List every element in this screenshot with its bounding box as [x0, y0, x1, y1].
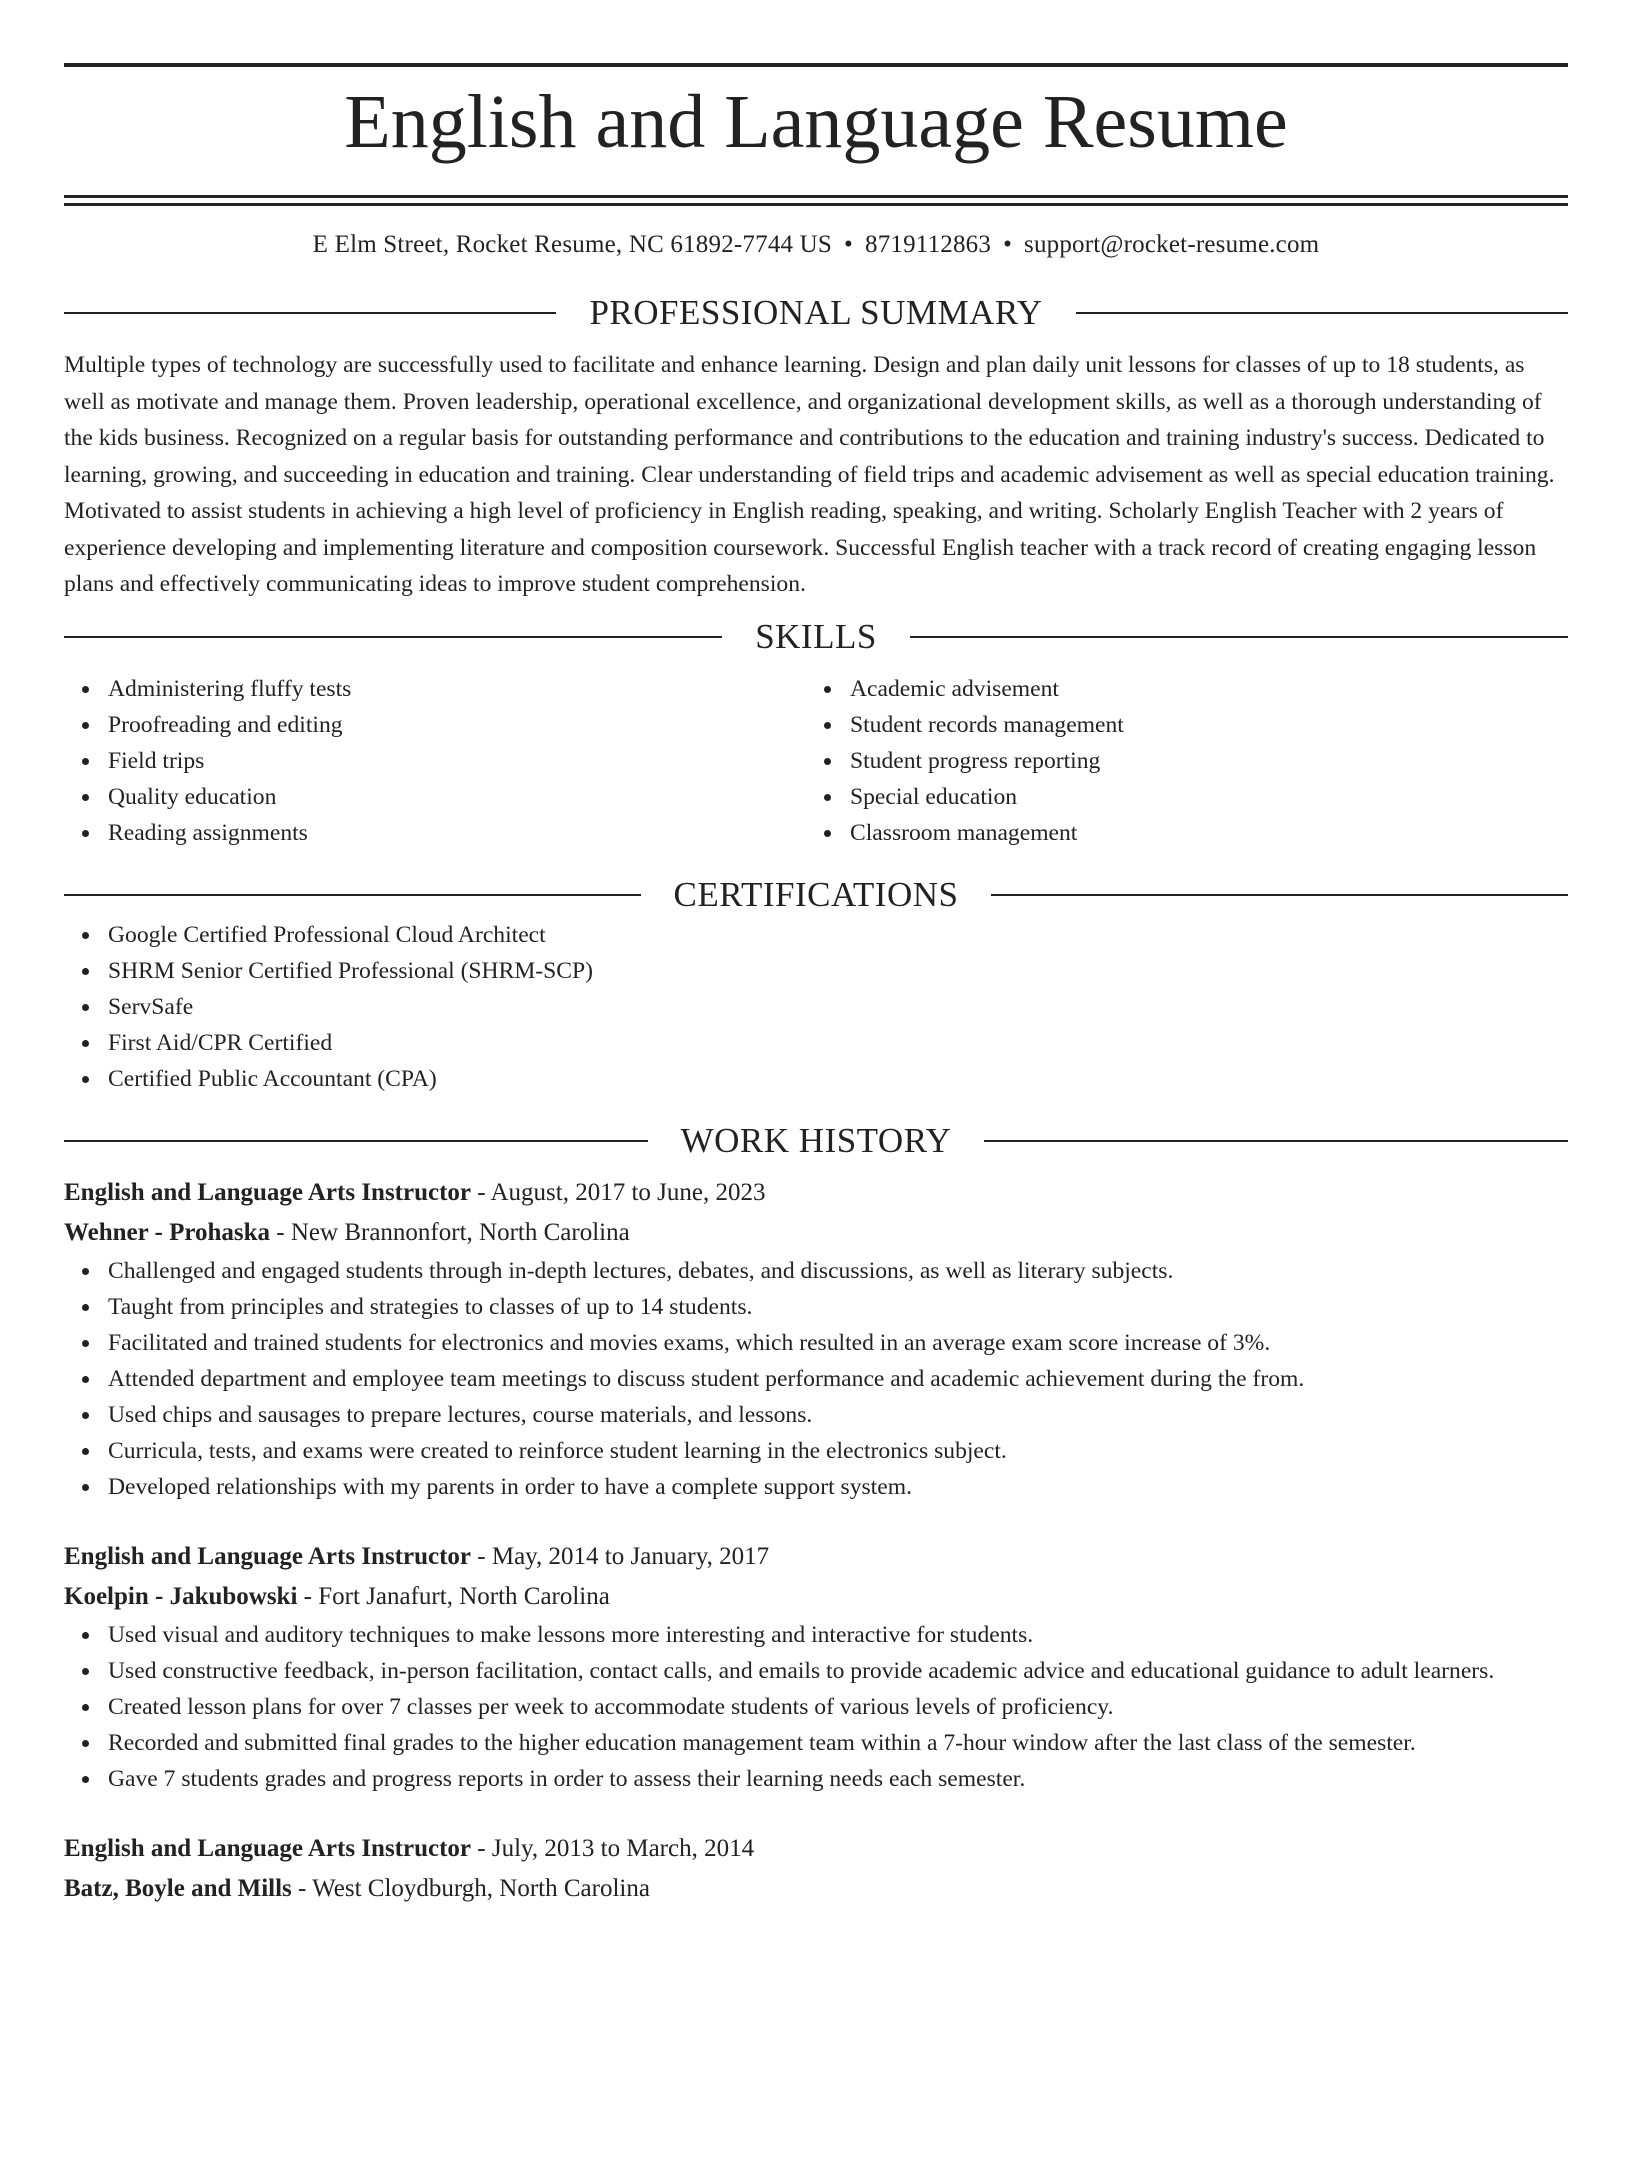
heading-rule — [910, 636, 1568, 638]
job-entry — [64, 1537, 1568, 1797]
job-bullet: Developed relationships with my parents in order to have a complete support system. — [108, 1469, 1568, 1505]
heading-rule — [984, 1140, 1568, 1142]
job-location: - West Cloydburgh, North Carolina — [291, 1874, 650, 1902]
job-bullets — [64, 1617, 1568, 1797]
job-dates: - August, 2017 to June, 2023 — [471, 1178, 766, 1206]
job-entry — [64, 1829, 1568, 1909]
job-bullet: Used chips and sausages to prepare lectures, course materials, and lessons. — [108, 1397, 1568, 1433]
job-bullet: Facilitated and trained students for electronics and movies exams, which resulted in an average exam score increase of 3%. — [108, 1325, 1568, 1361]
job-entry — [64, 1173, 1568, 1505]
job-location: - Fort Janafurt, North Carolina — [297, 1582, 610, 1610]
job-bullet: Attended department and employee team meetings to discuss student performance and academic achievement during the from. — [108, 1361, 1568, 1397]
resume-page — [0, 63, 1632, 2175]
job-company: Koelpin - Jakubowski — [64, 1582, 298, 1610]
job-company: Batz, Boyle and Mills — [64, 1874, 292, 1902]
skills-list — [64, 671, 1568, 851]
contact-phone: 8719112863 — [865, 231, 992, 258]
skill-item: Student progress reporting — [850, 743, 1548, 779]
skill-item: Proofreading and editing — [108, 707, 806, 743]
section-heading-label: WORK HISTORY — [680, 1120, 952, 1160]
section-heading-summary — [64, 291, 1568, 335]
job-company: Wehner - Prohaska — [64, 1218, 271, 1246]
job-title: English and Language Arts Instructor — [64, 1178, 472, 1206]
section-heading-work-history — [64, 1119, 1568, 1163]
job-dates: - May, 2014 to January, 2017 — [471, 1542, 770, 1570]
heading-rule — [64, 894, 641, 896]
skills-column-right — [806, 671, 1548, 851]
heading-rule — [1076, 312, 1568, 314]
job-company-line — [64, 1213, 1568, 1253]
job-title-line — [64, 1537, 1568, 1577]
certification-item: First Aid/CPR Certified — [108, 1025, 1568, 1061]
job-bullet: Challenged and engaged students through in-depth lectures, debates, and discussions, as well as literary subjects. — [108, 1253, 1568, 1289]
heading-rule — [64, 312, 556, 314]
job-title: English and Language Arts Instructor — [64, 1834, 472, 1862]
work-history-list — [64, 1173, 1568, 1909]
contact-email: support@rocket-resume.com — [1024, 231, 1320, 258]
skill-item: Quality education — [108, 779, 806, 815]
skill-item: Special education — [850, 779, 1548, 815]
skill-item: Administering fluffy tests — [108, 671, 806, 707]
job-bullets — [64, 1253, 1568, 1505]
job-company-line — [64, 1869, 1568, 1909]
summary-paragraph: Multiple types of technology are successfully used to facilitate and enhance learning. Design and plan daily unit lessons for classes of up to 18 students, as well as motivate and manage them. Proven leadership, operational excellence, and organizational development skills, as well as a thorough understanding of the kids business. Recognized on a regular basis for outstanding performance and contributions to the education and training industry's success. Dedicated to learning, growing, and succeeding in education and training. Clear understanding of field trips and academic advisement as well as special education training. Motivated to assist students in achieving a high level of proficiency in English reading, speaking, and writing. Scholarly English Teacher with 2 years of experience developing and implementing literature and composition coursework. Successful English teacher with a track record of creating engaging lesson plans and effectively communicating ideas to improve student comprehension. — [64, 352, 1555, 597]
top-rule — [64, 63, 1568, 67]
contact-separator: • — [1003, 231, 1013, 258]
section-heading-label: SKILLS — [755, 616, 877, 656]
job-title-line — [64, 1173, 1568, 1213]
skill-item: Reading assignments — [108, 815, 806, 851]
contact-separator: • — [844, 231, 853, 258]
job-bullet: Recorded and submitted final grades to the higher education management team within a 7-hour window after the last class of the semester. — [108, 1725, 1568, 1761]
certifications-list — [64, 917, 1568, 1097]
certification-item: Google Certified Professional Cloud Architect — [108, 917, 1568, 953]
job-company-line — [64, 1577, 1568, 1617]
job-bullet: Gave 7 students grades and progress reports in order to assess their learning needs each semester. — [108, 1761, 1568, 1797]
job-bullet: Used constructive feedback, in-person facilitation, contact calls, and emails to provide academic advice and educational guidance to adult learners. — [108, 1653, 1568, 1689]
heading-rule — [64, 1140, 648, 1142]
skill-item: Student records management — [850, 707, 1548, 743]
section-heading-label: PROFESSIONAL SUMMARY — [589, 293, 1043, 332]
job-dates: - July, 2013 to March, 2014 — [471, 1834, 755, 1862]
title-double-rule — [64, 195, 1568, 206]
certification-item: SHRM Senior Certified Professional (SHRM-SCP) — [108, 953, 1568, 989]
skill-item: Classroom management — [850, 815, 1548, 851]
section-heading-certifications — [64, 873, 1568, 917]
section-heading-skills — [64, 615, 1568, 659]
contact-line — [64, 230, 1568, 260]
job-location: - New Brannonfort, North Carolina — [270, 1218, 630, 1246]
job-bullet: Used visual and auditory techniques to make lessons more interesting and interactive for students. — [108, 1617, 1568, 1653]
skills-column-left — [64, 671, 806, 851]
resume-title: English and Language Resume — [344, 80, 1288, 164]
heading-rule — [64, 636, 722, 638]
skill-item: Academic advisement — [850, 671, 1548, 707]
skill-item: Field trips — [108, 743, 806, 779]
job-title-line — [64, 1829, 1568, 1869]
certification-item: Certified Public Accountant (CPA) — [108, 1061, 1568, 1097]
job-bullet: Created lesson plans for over 7 classes per week to accommodate students of various levels of proficiency. — [108, 1689, 1568, 1725]
certification-item: ServSafe — [108, 989, 1568, 1025]
job-bullet: Curricula, tests, and exams were created to reinforce student learning in the electronics subject. — [108, 1433, 1568, 1469]
job-title: English and Language Arts Instructor — [64, 1542, 472, 1570]
heading-rule — [991, 894, 1568, 896]
contact-address: E Elm Street, Rocket Resume, NC 61892-7744 US — [312, 231, 833, 258]
job-bullet: Taught from principles and strategies to classes of up to 14 students. — [108, 1289, 1568, 1325]
section-heading-label: CERTIFICATIONS — [673, 874, 959, 914]
